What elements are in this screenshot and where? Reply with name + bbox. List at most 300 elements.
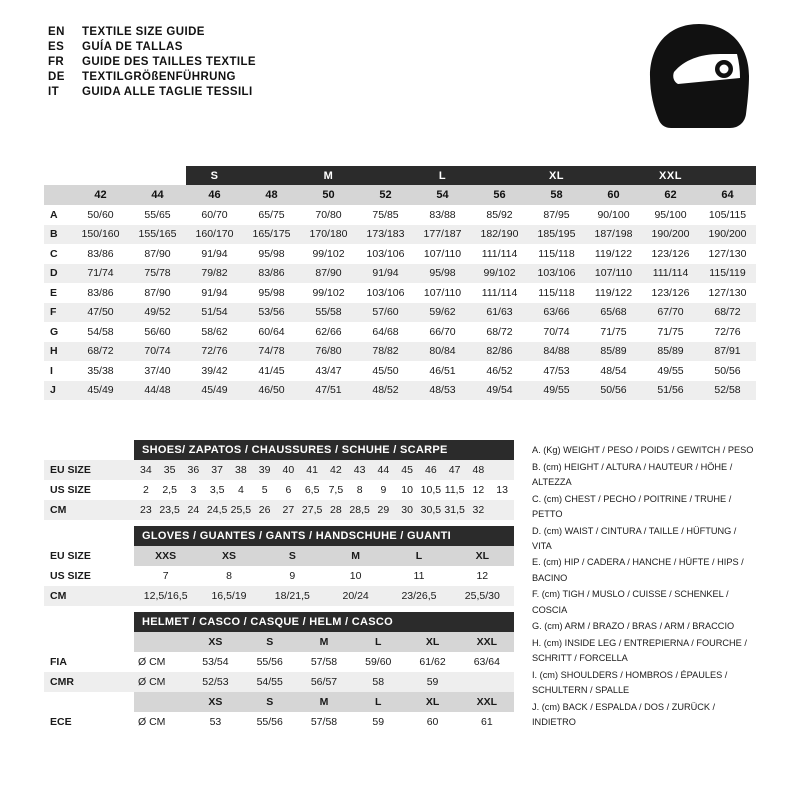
cell: 99/102 xyxy=(312,286,345,299)
cell: 52/53 xyxy=(188,672,242,692)
cell: 28 xyxy=(324,500,348,520)
cell: 58/62 xyxy=(201,325,228,338)
cell: 9 xyxy=(289,570,296,582)
size-64: 64 xyxy=(699,185,756,205)
cell: 30,5 xyxy=(419,500,443,520)
helmet-cmr-label: CMR xyxy=(44,672,134,692)
cell: 68/72 xyxy=(72,342,129,362)
cell: 13 xyxy=(496,484,508,496)
helmet-table xyxy=(44,612,514,732)
cell: 87/91 xyxy=(699,342,756,362)
cell: 72/76 xyxy=(186,342,243,362)
size-44: 44 xyxy=(129,185,186,205)
cell: 12 xyxy=(472,484,485,496)
cell: 46/50 xyxy=(243,381,300,401)
cell: 8 xyxy=(356,484,363,496)
gloves-banner-row xyxy=(44,526,514,546)
gloves-cm-label: CM xyxy=(44,586,134,606)
helmet-size-header-2 xyxy=(44,692,514,712)
cell: 53/56 xyxy=(243,303,300,323)
legend-item-b: B. (cm) HEIGHT / ALTURA / HAUTEUR / HÖHE / ALTEZZA xyxy=(532,461,733,487)
cell: 87/90 xyxy=(144,247,171,260)
size-48: 48 xyxy=(243,185,300,205)
cell: 7,5 xyxy=(328,484,344,496)
cell: 90/100 xyxy=(597,208,630,221)
cell: 43 xyxy=(348,460,372,480)
cell-pad xyxy=(490,500,514,520)
gloves-size-l: L xyxy=(387,546,450,566)
row-label: H xyxy=(44,342,72,362)
helmet-size-xxl: XXL xyxy=(460,632,514,652)
cell: 11,5 xyxy=(444,484,465,496)
gloves-banner: GLOVES / GUANTES / GANTS / HANDSCHUHE / GUANTI xyxy=(134,526,514,546)
shoes-us-row xyxy=(44,480,514,500)
cell: 48/53 xyxy=(414,381,471,401)
cell: 115/119 xyxy=(699,264,756,284)
row-label: C xyxy=(50,247,58,260)
cell: 49/55 xyxy=(657,364,684,377)
title-lang: DE xyxy=(48,70,65,83)
cell: 64/68 xyxy=(372,325,399,338)
legend-item-j: J. (cm) BACK / ESPALDA / DOS / ZURÜCK / INDIETRO xyxy=(532,701,716,727)
helmet-size-l: L xyxy=(351,632,405,652)
cell: 3,5 xyxy=(209,484,225,496)
table-row xyxy=(44,361,756,381)
cell: 70/80 xyxy=(315,208,342,221)
cell: 78/82 xyxy=(357,342,414,362)
title-text: TEXTILGRÖßENFÜHRUNG xyxy=(82,70,236,83)
cell: 55/58 xyxy=(300,303,357,323)
cell: 43/47 xyxy=(315,364,342,377)
cell: 50/60 xyxy=(87,208,114,221)
group-cell-xl2 xyxy=(585,166,642,185)
cell: 165/175 xyxy=(243,225,300,245)
size-42: 42 xyxy=(72,185,129,205)
size-62: 62 xyxy=(642,185,699,205)
cell: 91/94 xyxy=(201,247,228,260)
table-row xyxy=(44,264,756,284)
legend-item-f: F. (cm) TIGH / MUSLO / CUISSE / SCHENKEL / COSCIA xyxy=(532,589,729,615)
cell: 23/26,5 xyxy=(387,586,450,606)
row-label: G xyxy=(50,325,59,338)
title-lang: ES xyxy=(48,40,65,53)
cell: 45/49 xyxy=(186,381,243,401)
cell: 5 xyxy=(261,484,268,496)
gloves-cm-row xyxy=(44,586,514,606)
shoes-eu-row xyxy=(44,460,514,480)
size-50: 50 xyxy=(300,185,357,205)
group-cell-xxl2 xyxy=(699,166,756,185)
shoes-cm-row xyxy=(44,500,514,520)
cell: 44/48 xyxy=(129,381,186,401)
cell: 60/70 xyxy=(201,208,228,221)
cell: 105/115 xyxy=(708,208,747,221)
cell: 71/75 xyxy=(600,325,627,338)
cell: 46/52 xyxy=(486,364,513,377)
group-cell-blank xyxy=(44,166,72,185)
table-row xyxy=(44,342,756,362)
cell: 25,5/30 xyxy=(451,586,514,606)
cell: 95/98 xyxy=(414,264,471,284)
cell: 182/190 xyxy=(471,225,528,245)
title-row xyxy=(48,39,256,54)
cell: 103/106 xyxy=(366,247,405,260)
measurement-legend xyxy=(532,443,758,732)
cell: 62/66 xyxy=(315,325,342,338)
group-cell-xxl: XXL xyxy=(642,166,699,185)
cell: 66/70 xyxy=(429,325,456,338)
group-cell-xl: XL xyxy=(528,166,585,185)
helmet-hdr2-unit-spacer xyxy=(134,692,188,712)
cell: 150/160 xyxy=(72,225,129,245)
cell: 190/200 xyxy=(699,225,756,245)
cell: 40 xyxy=(277,460,301,480)
helmet-size-s: S xyxy=(243,632,297,652)
title-lang: IT xyxy=(48,85,60,98)
cell: 71/74 xyxy=(72,264,129,284)
cell: 83/86 xyxy=(87,247,114,260)
cell: 50/56 xyxy=(714,364,741,377)
cell: 49/54 xyxy=(471,381,528,401)
cell: 57/58 xyxy=(310,656,338,668)
cell: 59/62 xyxy=(414,303,471,323)
cell: 65/68 xyxy=(585,303,642,323)
size-52: 52 xyxy=(357,185,414,205)
cell: 46/51 xyxy=(429,364,456,377)
cell: 111/114 xyxy=(481,247,518,260)
cell: 7 xyxy=(162,570,169,582)
cell: 41/45 xyxy=(258,364,285,377)
cell: 75/85 xyxy=(372,208,399,221)
gloves-banner-spacer xyxy=(44,526,134,546)
cell: 115/118 xyxy=(538,286,575,299)
gloves-size-m: M xyxy=(324,546,387,566)
cell: 35 xyxy=(158,460,182,480)
legend-item-h: H. (cm) INSIDE LEG / ENTREPIERNA / FOURCHE / SCHRITT / FORCELLA xyxy=(532,637,747,664)
helmet-size-header-1 xyxy=(44,632,514,652)
cell: 127/130 xyxy=(708,286,747,299)
cell: 39 xyxy=(253,460,277,480)
table-row xyxy=(44,303,756,323)
helmet-table-body xyxy=(44,612,514,732)
row-label: B xyxy=(44,225,72,245)
size-row-corner xyxy=(44,185,72,205)
table-row xyxy=(44,244,756,264)
table-row xyxy=(44,381,756,401)
title-text: GUÍA DE TALLAS xyxy=(82,40,183,53)
cell: 12 xyxy=(476,570,489,582)
helmet-cmr-row xyxy=(44,672,514,692)
cell: 103/106 xyxy=(366,286,405,299)
table-row xyxy=(44,283,756,303)
cell: 51/54 xyxy=(186,303,243,323)
cell: 12,5/16,5 xyxy=(134,586,197,606)
size-header-row xyxy=(44,185,756,205)
cell: 107/110 xyxy=(585,264,642,284)
cell: 53/54 xyxy=(202,656,229,668)
legend-item-d: D. (cm) WAIST / CINTURA / TAILLE / HÜFTUNG / VITA xyxy=(532,525,737,551)
title-list xyxy=(48,24,256,99)
cell: 35/38 xyxy=(87,364,114,377)
cell: 87/90 xyxy=(144,286,171,299)
shoes-eu-label: EU SIZE xyxy=(44,460,134,480)
gloves-size-xl: XL xyxy=(451,546,514,566)
cell: 173/183 xyxy=(357,225,414,245)
helmet-banner-spacer xyxy=(44,612,134,632)
cell: 56/60 xyxy=(144,325,171,338)
shoes-table xyxy=(44,440,514,520)
row-label: J xyxy=(44,381,72,401)
cell: 42 xyxy=(324,460,348,480)
cell: 34 xyxy=(134,460,158,480)
group-cell-s2 xyxy=(243,166,300,185)
cell: 95/100 xyxy=(654,208,687,221)
legend-item-a: A. (Kg) WEIGHT / PESO / POIDS / GEWITCH / PESO xyxy=(532,445,754,455)
group-header-row xyxy=(44,166,756,185)
cell: 59/60 xyxy=(365,656,392,668)
helmet-ece-unit: Ø CM xyxy=(138,716,166,728)
cell: 48 xyxy=(467,460,491,480)
group-cell-44 xyxy=(129,166,186,185)
cell: 61/63 xyxy=(471,303,528,323)
cell: 39/42 xyxy=(201,364,228,377)
cell: 9 xyxy=(380,484,387,496)
cell: 3 xyxy=(190,484,197,496)
table-row xyxy=(44,205,756,225)
cell: 170/180 xyxy=(300,225,357,245)
gloves-size-s: S xyxy=(261,546,324,566)
cell: 75/78 xyxy=(129,264,186,284)
cell: 87/95 xyxy=(543,208,570,221)
cell: 52/58 xyxy=(699,381,756,401)
cell: 59 xyxy=(405,672,459,692)
cell: 47/50 xyxy=(72,303,129,323)
cell: 74/78 xyxy=(243,342,300,362)
cell: 68/72 xyxy=(699,303,756,323)
cell: 83/86 xyxy=(243,264,300,284)
title-text: GUIDE DES TAILLES TEXTILE xyxy=(82,55,256,68)
cell: 6 xyxy=(285,484,292,496)
cell: 107/110 xyxy=(423,247,462,260)
cell: 47 xyxy=(443,460,467,480)
cell: 59 xyxy=(372,716,385,728)
cell: 55/65 xyxy=(144,208,171,221)
row-label: A xyxy=(50,208,58,221)
cell: 177/187 xyxy=(414,225,471,245)
cell: 60/64 xyxy=(258,325,285,338)
shoes-banner-spacer xyxy=(44,440,134,460)
cell: 91/94 xyxy=(201,286,228,299)
cell: 30 xyxy=(395,500,419,520)
cell: 95/98 xyxy=(258,286,285,299)
helmet-cmr-unit: Ø CM xyxy=(134,672,188,692)
cell: 2,5 xyxy=(162,484,177,496)
cell: 72/76 xyxy=(714,325,741,338)
title-text: TEXTILE SIZE GUIDE xyxy=(82,25,205,38)
legend-item-i: I. (cm) SHOULDERS / HOMBROS / ÉPAULES / SCHULTERN / SPALLE xyxy=(532,669,728,696)
size-58: 58 xyxy=(528,185,585,205)
cell: 51/56 xyxy=(642,381,699,401)
row-label: E xyxy=(50,286,58,299)
lower-left-tables xyxy=(44,440,514,732)
gloves-us-label: US SIZE xyxy=(44,566,134,586)
cell: 50/56 xyxy=(585,381,642,401)
cell: 103/106 xyxy=(528,264,585,284)
cell: 111/114 xyxy=(481,286,518,299)
cell: 10 xyxy=(349,570,362,582)
cell: 16,5/19 xyxy=(197,586,260,606)
cell: 24 xyxy=(182,500,206,520)
cell: 85/92 xyxy=(486,208,513,221)
cell: 27 xyxy=(277,500,301,520)
cell: 95/98 xyxy=(258,247,285,260)
legend-item-g: G. (cm) ARM / BRAZO / BRAS / ARM / BRACCIO xyxy=(532,621,735,632)
group-cell-s: S xyxy=(186,166,243,185)
cell: 54/58 xyxy=(87,325,114,338)
cell: 57/58 xyxy=(310,716,338,728)
row-label: F xyxy=(44,303,72,323)
helmet-icon xyxy=(644,22,754,134)
cell: 48/52 xyxy=(357,381,414,401)
shoes-banner: SHOES/ ZAPATOS / CHAUSSURES / SCHUHE / SCARPE xyxy=(134,440,514,460)
cell: 123/126 xyxy=(651,247,690,260)
helmet-fia-unit: Ø CM xyxy=(138,656,166,668)
cell: 10,5 xyxy=(420,484,442,496)
cell: 41 xyxy=(300,460,324,480)
cell: 28,5 xyxy=(348,500,372,520)
cell: 44 xyxy=(372,460,396,480)
title-row xyxy=(48,54,256,69)
cell: 61/62 xyxy=(419,656,446,668)
cell: 6,5 xyxy=(304,484,320,496)
cell: 76/80 xyxy=(300,342,357,362)
size-56: 56 xyxy=(471,185,528,205)
cell: 82/86 xyxy=(471,342,528,362)
legend-item-c: C. (cm) CHEST / PECHO / POITRINE / TRUHE / PETTO xyxy=(532,493,732,519)
shoes-cm-label: CM xyxy=(44,500,134,520)
legend-item-e: E. (cm) HIP / CADERA / HANCHE / HÜFTE / HIPS / BACINO xyxy=(532,557,744,583)
main-size-table xyxy=(44,166,756,400)
shoes-banner-row xyxy=(44,440,514,460)
group-cell-m: M xyxy=(300,166,357,185)
cell: 190/200 xyxy=(642,225,699,245)
cell: 27,5 xyxy=(300,500,324,520)
helmet-size2-m: M xyxy=(297,692,351,712)
cell: 31,5 xyxy=(443,500,467,520)
cell: 36 xyxy=(182,460,206,480)
row-label: D xyxy=(44,264,72,284)
cell: 71/75 xyxy=(657,325,684,338)
size-46: 46 xyxy=(186,185,243,205)
cell: 55/56 xyxy=(256,656,283,668)
group-cell-l2 xyxy=(471,166,528,185)
cell: 91/94 xyxy=(357,264,414,284)
group-cell-42 xyxy=(72,166,129,185)
cell: 53 xyxy=(209,716,222,728)
cell: 85/89 xyxy=(585,342,642,362)
cell: 49/52 xyxy=(129,303,186,323)
cell: 37/40 xyxy=(144,364,171,377)
cell xyxy=(460,672,514,692)
row-label: I xyxy=(50,364,53,377)
title-row xyxy=(48,84,256,99)
cell: 68/72 xyxy=(486,325,513,338)
title-row xyxy=(48,24,256,39)
helmet-size-xl: XL xyxy=(405,632,459,652)
cell: 25,5 xyxy=(229,500,253,520)
cell: 67/70 xyxy=(642,303,699,323)
gloves-size-header xyxy=(44,546,514,566)
cell: 70/74 xyxy=(543,325,570,338)
cell: 2 xyxy=(142,484,149,496)
helmet-hdr1-spacer xyxy=(44,632,134,652)
cell: 8 xyxy=(226,570,232,582)
cell: 23,5 xyxy=(158,500,182,520)
helmet-size2-s: S xyxy=(243,692,297,712)
cell: 11 xyxy=(413,570,425,582)
shoes-us-label: US SIZE xyxy=(44,480,134,500)
helmet-banner-row xyxy=(44,612,514,632)
helmet-size2-l: L xyxy=(351,692,405,712)
cell: 24,5 xyxy=(205,500,229,520)
cell: 45 xyxy=(395,460,419,480)
cell: 58 xyxy=(351,672,405,692)
cell: 29 xyxy=(372,500,396,520)
cell: 45/49 xyxy=(72,381,129,401)
cell: 187/198 xyxy=(585,225,642,245)
cell: 87/90 xyxy=(300,264,357,284)
cell: 84/88 xyxy=(528,342,585,362)
cell: 45/50 xyxy=(372,364,399,377)
group-cell-m2 xyxy=(357,166,414,185)
cell: 99/102 xyxy=(312,247,345,260)
group-cell-l: L xyxy=(414,166,471,185)
helmet-hdr2-spacer xyxy=(44,692,134,712)
table-row xyxy=(44,322,756,342)
gloves-table-body xyxy=(44,526,514,606)
title-text: GUIDA ALLE TAGLIE TESSILI xyxy=(82,85,253,98)
title-lang: FR xyxy=(48,55,65,68)
gloves-size-xs: XS xyxy=(197,546,260,566)
cell: 56/57 xyxy=(297,672,351,692)
gloves-table xyxy=(44,526,514,606)
cell: 57/60 xyxy=(357,303,414,323)
cell: 83/86 xyxy=(87,286,114,299)
helmet-size-m: M xyxy=(297,632,351,652)
shoes-table-body xyxy=(44,440,514,520)
helmet-ece-row xyxy=(44,712,514,732)
cell: 10 xyxy=(401,484,413,496)
cell: 18/21,5 xyxy=(261,586,324,606)
cell: 46 xyxy=(419,460,443,480)
cell: 55/56 xyxy=(256,716,283,728)
gloves-us-row xyxy=(44,566,514,586)
cell: 37 xyxy=(205,460,229,480)
cell: 83/88 xyxy=(429,208,456,221)
cell: 54/55 xyxy=(243,672,297,692)
cell: 65/75 xyxy=(258,208,285,221)
cell: 119/122 xyxy=(594,286,633,299)
main-size-table-body xyxy=(44,166,756,400)
cell: 49/55 xyxy=(528,381,585,401)
cell: 85/89 xyxy=(642,342,699,362)
cell: 26 xyxy=(253,500,277,520)
cell: 63/66 xyxy=(528,303,585,323)
gloves-eu-label: EU SIZE xyxy=(44,546,134,566)
table-row xyxy=(44,225,756,245)
cell: 70/74 xyxy=(129,342,186,362)
cell: 80/84 xyxy=(414,342,471,362)
